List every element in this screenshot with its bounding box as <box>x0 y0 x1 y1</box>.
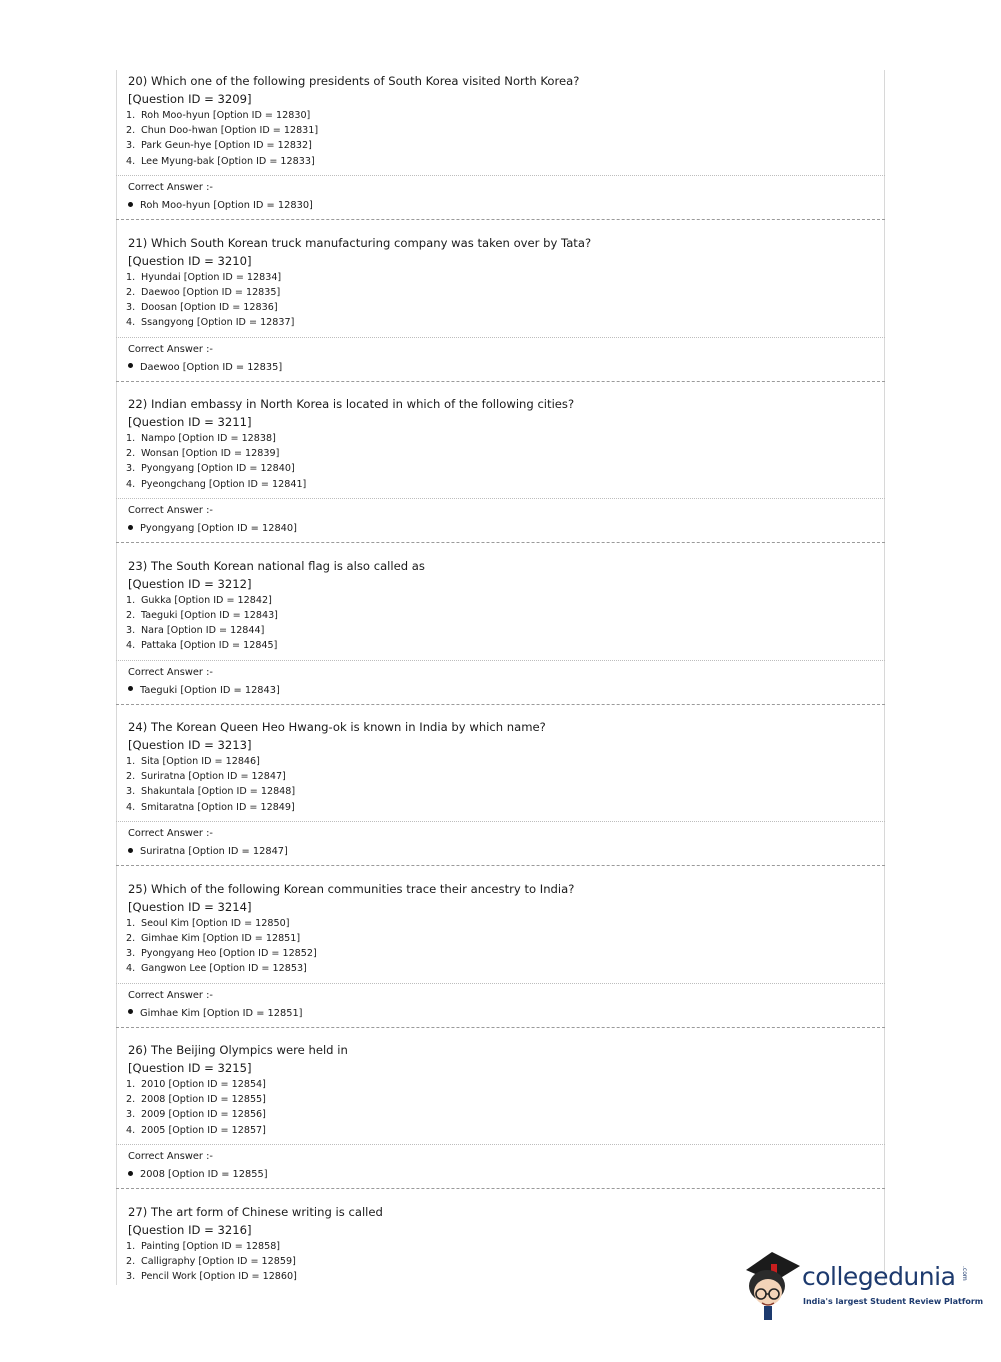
bullet-icon <box>128 848 133 853</box>
option-text: Pattaka [Option ID = 12845] <box>141 640 277 651</box>
option-number: 2. <box>126 1092 141 1107</box>
correct-answer-label: Correct Answer :- <box>128 666 213 680</box>
option-text: Shakuntala [Option ID = 12848] <box>141 786 295 797</box>
correct-answer-label: Correct Answer :- <box>128 827 213 841</box>
option-item <box>126 1254 297 1269</box>
option-text: Roh Moo-hyun [Option ID = 12830] <box>141 110 310 121</box>
option-number: 2. <box>126 285 141 300</box>
option-number: 1. <box>126 593 141 608</box>
correct-answer-text: Gimhae Kim [Option ID = 12851] <box>140 1008 303 1019</box>
option-item <box>126 477 306 492</box>
bullet-icon <box>128 525 133 530</box>
option-number: 4. <box>126 154 141 169</box>
question-id: [Question ID = 3211] <box>128 414 252 431</box>
option-text: Daewoo [Option ID = 12835] <box>141 287 280 298</box>
option-number: 3. <box>126 138 141 153</box>
answer-divider <box>116 1144 885 1145</box>
option-item <box>126 1239 297 1254</box>
question-text: 25) Which of the following Korean communities trace their ancestry to India? <box>128 881 574 898</box>
option-item <box>126 461 306 476</box>
question-text: 22) Indian embassy in North Korea is located in which of the following cities? <box>128 396 574 413</box>
option-text: Calligraphy [Option ID = 12859] <box>141 1256 296 1267</box>
option-item <box>126 138 318 153</box>
correct-answer <box>128 1168 268 1182</box>
answer-divider <box>116 821 885 822</box>
option-item <box>126 1123 266 1138</box>
question-id: [Question ID = 3209] <box>128 91 252 108</box>
correct-answer <box>128 199 313 213</box>
option-item <box>126 300 294 315</box>
option-text: Sita [Option ID = 12846] <box>141 756 260 767</box>
option-text: Pyeongchang [Option ID = 12841] <box>141 479 306 490</box>
options-list <box>126 270 294 331</box>
option-text: Smitaratna [Option ID = 12849] <box>141 802 295 813</box>
option-number: 2. <box>126 931 141 946</box>
option-text: Pyongyang [Option ID = 12840] <box>141 463 295 474</box>
options-list <box>126 108 318 169</box>
option-number: 4. <box>126 315 141 330</box>
option-item <box>126 754 295 769</box>
option-number: 4. <box>126 1123 141 1138</box>
question-block <box>116 70 885 232</box>
option-text: Suriratna [Option ID = 12847] <box>141 771 286 782</box>
correct-answer-label: Correct Answer :- <box>128 504 213 518</box>
question-block <box>116 1039 885 1201</box>
option-item <box>126 608 278 623</box>
option-number: 2. <box>126 769 141 784</box>
option-item <box>126 431 306 446</box>
option-item <box>126 931 317 946</box>
option-item <box>126 1269 297 1284</box>
option-number: 2. <box>126 446 141 461</box>
options-list <box>126 1239 297 1285</box>
option-number: 4. <box>126 477 141 492</box>
collegedunia-logo <box>742 1248 972 1320</box>
question-id: [Question ID = 3213] <box>128 737 252 754</box>
option-number: 4. <box>126 638 141 653</box>
correct-answer-text: 2008 [Option ID = 12855] <box>140 1169 268 1180</box>
option-item <box>126 315 294 330</box>
correct-answer-label: Correct Answer :- <box>128 181 213 195</box>
correct-answer <box>128 845 288 859</box>
answer-divider <box>116 660 885 661</box>
option-item <box>126 769 295 784</box>
option-text: Painting [Option ID = 12858] <box>141 1241 280 1252</box>
question-divider <box>116 1027 885 1028</box>
answer-divider <box>116 983 885 984</box>
correct-answer-text: Daewoo [Option ID = 12835] <box>140 362 282 373</box>
question-block <box>116 878 885 1040</box>
option-item <box>126 946 317 961</box>
option-item <box>126 638 278 653</box>
correct-answer-label: Correct Answer :- <box>128 343 213 357</box>
question-id: [Question ID = 3215] <box>128 1060 252 1077</box>
option-text: Seoul Kim [Option ID = 12850] <box>141 918 289 929</box>
option-number: 2. <box>126 608 141 623</box>
option-number: 3. <box>126 946 141 961</box>
brand-suffix: .com <box>961 1266 968 1281</box>
option-text: Wonsan [Option ID = 12839] <box>141 448 279 459</box>
correct-answer-label: Correct Answer :- <box>128 989 213 1003</box>
correct-answer-label: Correct Answer :- <box>128 1150 213 1164</box>
option-item <box>126 123 318 138</box>
option-text: 2005 [Option ID = 12857] <box>141 1125 266 1136</box>
exam-sheet <box>116 70 885 1285</box>
question-text: 21) Which South Korean truck manufacturing company was taken over by Tata? <box>128 235 591 252</box>
option-number: 3. <box>126 461 141 476</box>
correct-answer-text: Pyongyang [Option ID = 12840] <box>140 523 297 534</box>
option-text: Gukka [Option ID = 12842] <box>141 595 272 606</box>
question-id: [Question ID = 3212] <box>128 576 252 593</box>
bullet-icon <box>128 202 133 207</box>
option-text: Nampo [Option ID = 12838] <box>141 433 276 444</box>
options-list <box>126 916 317 977</box>
question-text: 27) The art form of Chinese writing is called <box>128 1204 383 1221</box>
option-item <box>126 916 317 931</box>
options-list <box>126 431 306 492</box>
option-number: 1. <box>126 431 141 446</box>
answer-divider <box>116 175 885 176</box>
brand-tagline: India's largest Student Review Platform <box>803 1297 983 1306</box>
option-item <box>126 1107 266 1122</box>
option-item <box>126 961 317 976</box>
option-number: 4. <box>126 961 141 976</box>
option-number: 1. <box>126 1077 141 1092</box>
option-number: 1. <box>126 108 141 123</box>
option-text: Lee Myung-bak [Option ID = 12833] <box>141 156 315 167</box>
correct-answer <box>128 361 282 375</box>
option-text: Chun Doo-hwan [Option ID = 12831] <box>141 125 318 136</box>
option-text: 2008 [Option ID = 12855] <box>141 1094 266 1105</box>
option-text: Ssangyong [Option ID = 12837] <box>141 317 294 328</box>
correct-answer <box>128 522 297 536</box>
correct-answer <box>128 684 280 698</box>
correct-answer-text: Taeguki [Option ID = 12843] <box>140 685 280 696</box>
bullet-icon <box>128 1009 133 1014</box>
bullet-icon <box>128 363 133 368</box>
option-number: 3. <box>126 300 141 315</box>
options-list <box>126 754 295 815</box>
option-item <box>126 593 278 608</box>
option-number: 3. <box>126 1107 141 1122</box>
question-divider <box>116 704 885 705</box>
question-block <box>116 716 885 878</box>
question-text: 23) The South Korean national flag is also called as <box>128 558 425 575</box>
question-block <box>116 393 885 555</box>
question-divider <box>116 865 885 866</box>
question-text: 20) Which one of the following presidents of South Korea visited North Korea? <box>128 73 579 90</box>
option-item <box>126 623 278 638</box>
question-divider <box>116 1188 885 1189</box>
question-text: 24) The Korean Queen Heo Hwang-ok is known in India by which name? <box>128 719 546 736</box>
option-text: Taeguki [Option ID = 12843] <box>141 610 278 621</box>
option-item <box>126 154 318 169</box>
question-divider <box>116 219 885 220</box>
answer-divider <box>116 498 885 499</box>
option-item <box>126 270 294 285</box>
question-id: [Question ID = 3214] <box>128 899 252 916</box>
question-id: [Question ID = 3210] <box>128 253 252 270</box>
question-id: [Question ID = 3216] <box>128 1222 252 1239</box>
option-number: 1. <box>126 754 141 769</box>
option-item <box>126 1092 266 1107</box>
question-divider <box>116 542 885 543</box>
option-number: 3. <box>126 784 141 799</box>
question-text: 26) The Beijing Olympics were held in <box>128 1042 348 1059</box>
question-divider <box>116 381 885 382</box>
option-text: Park Geun-hye [Option ID = 12832] <box>141 140 312 151</box>
mascot-icon <box>742 1248 802 1320</box>
answer-divider <box>116 337 885 338</box>
correct-answer-text: Suriratna [Option ID = 12847] <box>140 846 288 857</box>
option-number: 1. <box>126 270 141 285</box>
option-text: Nara [Option ID = 12844] <box>141 625 264 636</box>
option-item <box>126 285 294 300</box>
option-text: 2009 [Option ID = 12856] <box>141 1109 266 1120</box>
options-list <box>126 593 278 654</box>
option-number: 2. <box>126 123 141 138</box>
option-text: Pyongyang Heo [Option ID = 12852] <box>141 948 317 959</box>
option-number: 3. <box>126 1269 141 1284</box>
option-number: 1. <box>126 1239 141 1254</box>
bullet-icon <box>128 1171 133 1176</box>
option-number: 3. <box>126 623 141 638</box>
option-item <box>126 446 306 461</box>
options-list <box>126 1077 266 1138</box>
option-number: 4. <box>126 800 141 815</box>
question-block <box>116 555 885 717</box>
option-item <box>126 1077 266 1092</box>
option-text: Gangwon Lee [Option ID = 12853] <box>141 963 307 974</box>
option-item <box>126 108 318 123</box>
correct-answer <box>128 1007 303 1021</box>
option-item <box>126 800 295 815</box>
correct-answer-text: Roh Moo-hyun [Option ID = 12830] <box>140 200 313 211</box>
option-number: 1. <box>126 916 141 931</box>
option-text: 2010 [Option ID = 12854] <box>141 1079 266 1090</box>
option-text: Gimhae Kim [Option ID = 12851] <box>141 933 300 944</box>
brand-name: collegedunia <box>802 1262 955 1291</box>
question-block <box>116 232 885 394</box>
option-text: Pencil Work [Option ID = 12860] <box>141 1271 297 1282</box>
option-text: Hyundai [Option ID = 12834] <box>141 272 281 283</box>
option-number: 2. <box>126 1254 141 1269</box>
option-text: Doosan [Option ID = 12836] <box>141 302 278 313</box>
bullet-icon <box>128 686 133 691</box>
option-item <box>126 784 295 799</box>
